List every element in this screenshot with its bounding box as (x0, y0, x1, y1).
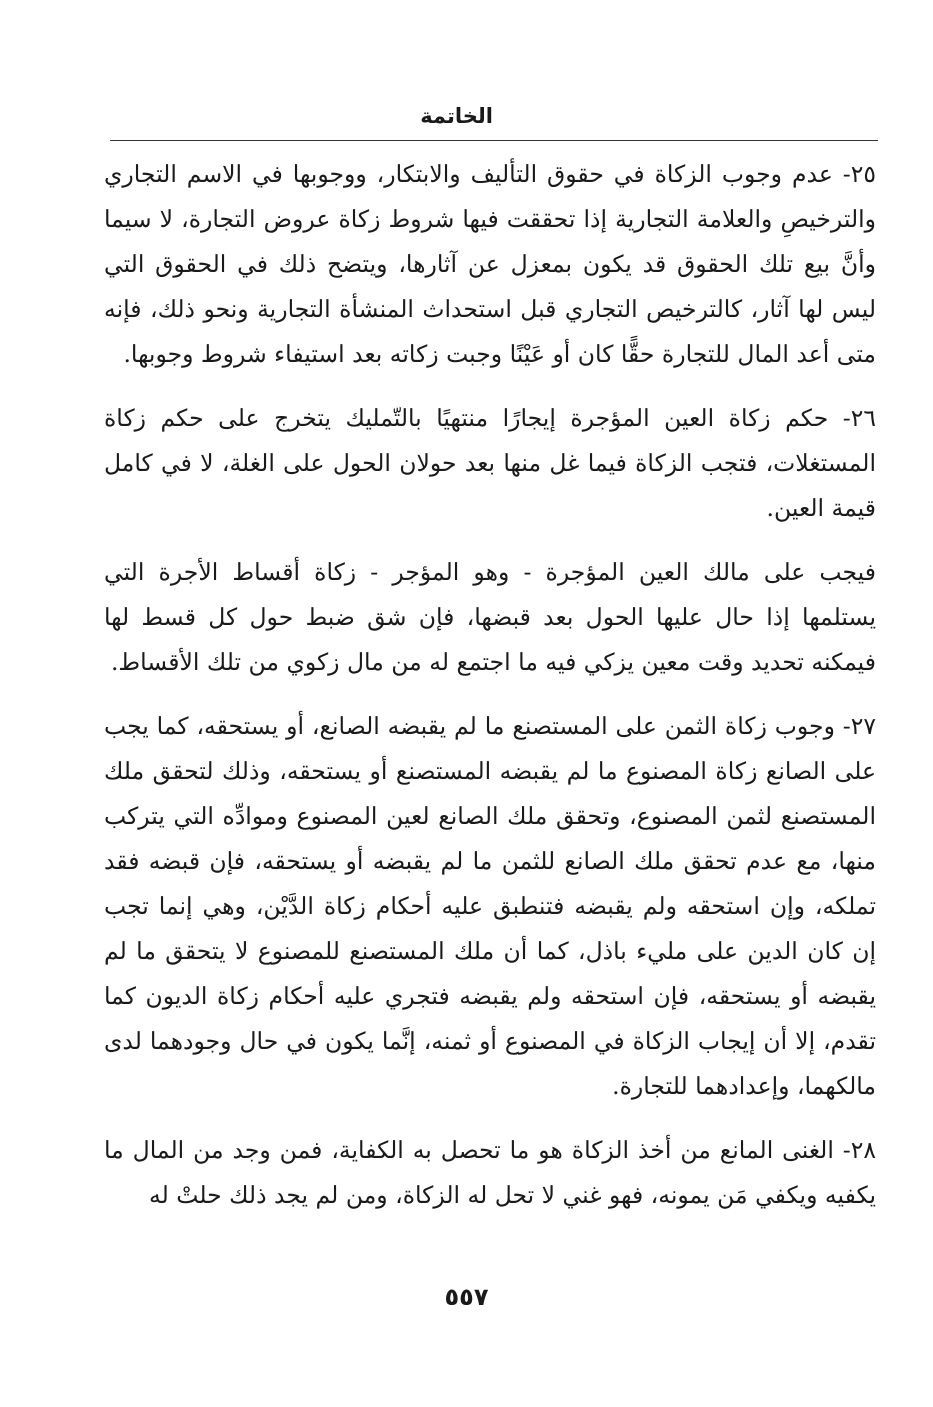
paragraph-26-continued: فيجب على مالك العين المؤجرة - وهو المؤجر - زكاة أقساط الأجرة التي يستلمها إذا حال عليها الحول بعد قبضها، فإن شق ضبط حول كل قسط لها فيمكنه تحديد وقت معين يزكي فيه ما اجتمع له من مال زكوي من تلك الأقساط. (104, 558, 876, 676)
paragraph-27: ٢٧- وجوب زكاة الثمن على المستصنع ما لم يقبضه الصانع، أو يستحقه، كما يجب على الصانع زكاة المصنوع ما لم يقبضه المستصنع أو يستحقه، وذلك لتحقق ملك المستصنع لثمن المصنوع، وتحقق ملك الصانع لعين المصنوع وموادِّه التي يتركب منها، مع عدم تحقق ملك الصانع للثمن ما لم يقبضه أو يستحقه، فإن قبضه فقد تملكه، وإن استحقه ولم يقبضه فتنطبق عليه أحكام زكاة الدَّيْن، وهي إنما تجب إن كان الدين على مليء باذل، كما أن ملك المستصنع للمصنوع لا يتحقق ما لم يقبضه أو يستحقه، فإن استحقه ولم يقبضه فتجري عليه أحكام زكاة الديون كما تقدم، إلا أن إيجاب الزكاة في المصنوع أو ثمنه، إنَّما يكون في حال وجودهما لدى مالكهما، وإعدادهما للتجارة. (104, 712, 876, 1100)
running-head: الخاتمة (420, 104, 493, 128)
header-rule (110, 140, 878, 141)
body-text (104, 152, 876, 1237)
paragraph-25: ٢٥- عدم وجوب الزكاة في حقوق التأليف والابتكار، ووجوبها في الاسم التجاري والترخيصِ والعلامة التجارية إذا تحققت فيها شروط زكاة عروض التجارة، لا سيما وأنَّ بيع تلك الحقوق قد يكون بمعزل عن آثارها، ويتضح ذلك في الحقوق التي ليس لها آثار، كالترخيص التجاري قبل استحداث المنشأة التجارية ونحو ذلك، فإنه متى أعد المال للتجارة حقًّا كان أو عَيْنًا وجبت زكاته بعد استيفاء شروط وجوبها. (104, 160, 876, 368)
paragraph-28: ٢٨- الغنى المانع من أخذ الزكاة هو ما تحصل به الكفاية، فمن وجد من المال ما يكفيه ويكفي مَن يمونه، فهو غني لا تحل له الزكاة، ومن لم يجد ذلك حلتْ له (104, 1136, 876, 1209)
page-number: ٥٥٧ (444, 1283, 489, 1311)
paragraph-26: ٢٦- حكم زكاة العين المؤجرة إيجارًا منتهيًا بالتّمليك يتخرج على حكم زكاة المستغلات، فتجب الزكاة فيما غل منها بعد حولان الحول على الغلة، لا في كامل قيمة العين. (104, 404, 876, 522)
